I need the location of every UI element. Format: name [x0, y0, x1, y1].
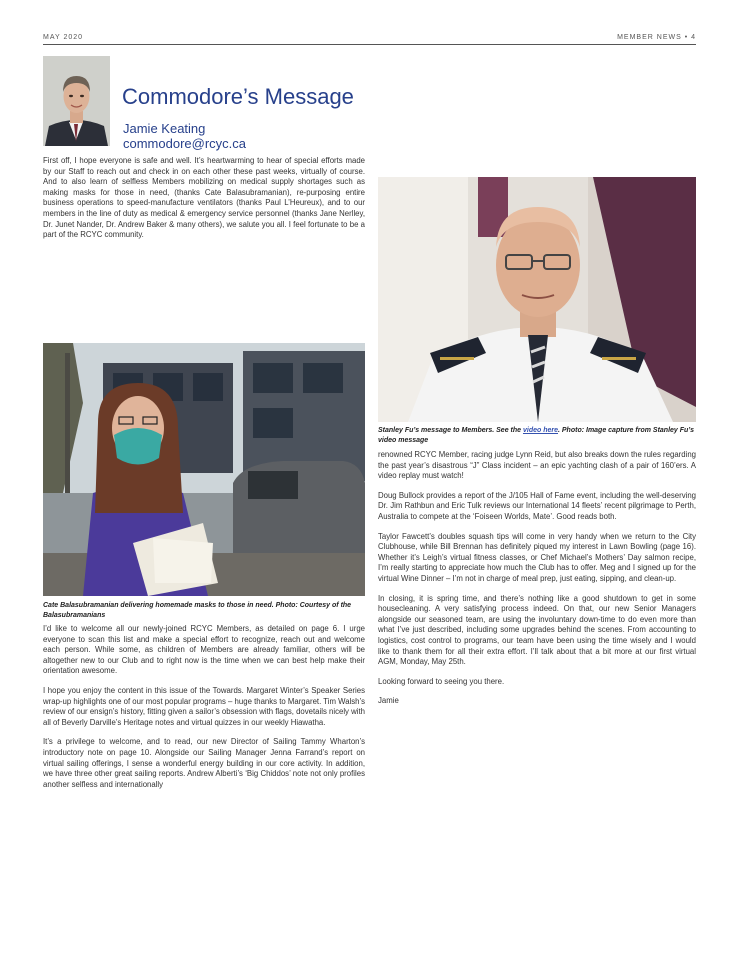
- paragraph: Taylor Fawcett’s doubles squash tips will come in very handy when we return to the City Clubhouse, while Bill Brennan has definitely piqued my interest in Lawn Bowling (page 16). Whether it’s Leigh’s virtual fitness classes, or Chef Michael’s Mothers’ Day salmon recipe, I’m really starting to appreciate how much the Club has to offer. Meg and I signed up for the virtual Wine Dinner – I’m not in charge of meal prep, just eating, sipping, and clean-up.: [378, 531, 696, 583]
- issue-date: MAY 2020: [43, 34, 84, 41]
- commodore-portrait: [43, 56, 110, 146]
- paragraph: Looking forward to seeing you there.: [378, 676, 505, 686]
- left-column-bottom: [43, 624, 365, 799]
- paragraph: First off, I hope everyone is safe and well. It’s heartwarming to hear of special efforts made by our Staff to reach out and check in on each other these past weeks, virtually of course. And to also learn of selfless Members mobilizing on medical supply shortages such as making masks for those in need, (thanks Cate Balasubramanian), re-purposing entire business operations to speed-manufacture ventilators (thanks Paul L’Heureux), and to our members in the line of duty as medical & emergency service personnel (thanks Jane Nerlley, Dr. Junet Nander, Dr. Andrew Baker & many others), we salute you all. I feel fortunate to be a part of the RCYC community.: [43, 156, 365, 240]
- paragraph: renowned RCYC Member, racing judge Lynn Reid, but also breaks down the rules regarding the past year’s disastrous “J” Class incident – an epic yachting clash of a pair of 160’ers. A video replay must watch!: [378, 450, 696, 481]
- video-message-photo: [378, 177, 696, 422]
- author-email-link[interactable]: commodore@rcyc.ca: [123, 136, 247, 151]
- paragraph: It’s a privilege to welcome, and to read, our new Director of Sailing Tammy Wharton’s introductory note on page 10. Alongside our Sailing Manager Jenna Farrand’s report on virtual sailing offerings, I sense a wonderful energy building in our core activity. In addition, we have three other great sailing reports. Andrew Alberti’s ‘Big Chiddos’ note not only profiles another selfless and internationally: [43, 737, 365, 789]
- caption-text: . Photo: Image capture from Stanley Fu’s video message: [378, 427, 695, 444]
- left-photo-caption: Cate Balasubramanian delivering homemade masks to those in need. Photo: Courtesy of the Balasubramanians: [43, 602, 352, 619]
- header-rule: [43, 44, 696, 45]
- paragraph: Doug Bullock provides a report of the J/105 Hall of Fame event, including the well-deserving Dr. Jim Rathbun and Eric Tulk reviews our International 14 fleets’ recent pilgrimage to Perth, Australia to compete at the ‘Foiseen Worlds, Mate’. Good reads both.: [378, 490, 696, 521]
- right-photo-caption: [378, 426, 696, 445]
- byline: [123, 121, 246, 151]
- author-name: Jamie Keating: [123, 121, 206, 136]
- paragraph: In closing, it is spring time, and there’s nothing like a good shutdown to get in some housecleaning. A very satisfying process indeed. On that, our new Senior Managers alongside our seasoned team, are using the involuntary down-time to do even more than what I’ve just described, including some upgrades behind the scenes. From accounting to logistics, cost control to programs, our team have been using the time wisely and I would like to thank them for all their extra effort. I’ll talk about that a bit more at our first virtual AGM, Monday, May 25th.: [378, 593, 696, 667]
- paragraph: I’d like to welcome all our newly-joined RCYC Members, as detailed on page 6. I urge everyone to scan this list and make a special effort to recognize, reach out and welcome each person. While some, as children of Members are already familiar, others will be altogether new to our Club and to right now is the time when we can best help make their orientation awesome.: [43, 624, 365, 676]
- mask-delivery-photo: [43, 343, 365, 596]
- video-link[interactable]: video here: [522, 427, 558, 434]
- article-title: Commodore’s Message: [122, 84, 354, 109]
- signoff: Jamie: [378, 696, 399, 706]
- paragraph: I hope you enjoy the content in this issue of the Towards. Margaret Winter’s Speaker Series wrap-up highlights one of our most popular programs – huge thanks to Margaret. Tim Walsh’s review of our ensign’s history, fitting given a sailor’s obsession with flags, dovetails nicely with all of Beverly Darville’s Heritage notes and virtual quizzes in our weekly Hiawatha.: [43, 685, 365, 727]
- caption-text: Stanley Fu’s message to Members. See the: [378, 427, 523, 434]
- right-column: [378, 450, 696, 716]
- section-page-label: MEMBER NEWS • 4: [617, 34, 696, 41]
- left-column-top: [43, 156, 365, 250]
